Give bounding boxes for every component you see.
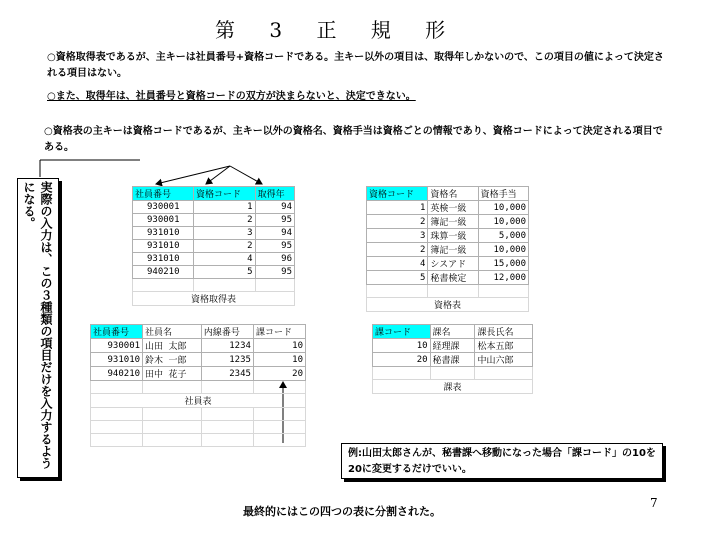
cell: 10	[253, 339, 305, 353]
cell: 5,000	[478, 229, 528, 243]
header-cell: 課コード	[373, 325, 431, 339]
cell: 秘書検定	[428, 271, 478, 285]
cell: 10,000	[478, 201, 528, 215]
cell: 英検一級	[428, 201, 478, 215]
table-caption: 資格取得表	[133, 292, 295, 306]
table-shikaku-shutoku	[132, 186, 295, 306]
table-row	[133, 240, 295, 253]
cell: 10,000	[478, 243, 528, 257]
cell: 20	[253, 367, 305, 381]
side-note-text: 実際の入力は、この３種類の項目だけを入力するようになる。	[22, 181, 53, 469]
header-cell: 取得年	[255, 187, 294, 201]
cell: 2345	[201, 367, 253, 381]
side-note-box	[17, 178, 59, 478]
header-cell: 課長氏名	[475, 325, 533, 339]
cell: 1	[367, 201, 428, 215]
cell: 簿記一級	[428, 215, 478, 229]
cell: 簿記一級	[428, 243, 478, 257]
table-row	[91, 339, 306, 353]
paragraph-shikaku-key: ○資格表の主キーは資格コードであるが、主キー以外の資格名、資格手当は資格ごとの情報であり、資格コードによって決定される項目である。	[44, 126, 663, 153]
cell: 鈴木 一郎	[143, 353, 202, 367]
example-note: 例:山田太郎さんが、秘書課へ移動になった場合「課コード」の10を20に変更するだけでいい。	[341, 443, 663, 479]
table-ka	[372, 324, 533, 394]
cell: 931010	[91, 353, 143, 367]
table-row	[373, 353, 533, 367]
cell: 930001	[133, 201, 194, 214]
table-row	[133, 201, 295, 214]
cell: 2	[193, 240, 255, 253]
cell: 931010	[133, 240, 194, 253]
table-row	[91, 367, 306, 381]
table-row	[367, 215, 529, 229]
cell: 5	[367, 271, 428, 285]
cell: 96	[255, 253, 294, 266]
cell: 田中 花子	[143, 367, 202, 381]
cell: 2	[193, 214, 255, 227]
header-cell: 内線番号	[201, 325, 253, 339]
table-row	[367, 257, 529, 271]
cell: 931010	[133, 253, 194, 266]
cell: シスアド	[428, 257, 478, 271]
header-cell: 資格名	[428, 187, 478, 201]
header-cell: 社員番号	[133, 187, 194, 201]
cell: 松本五郎	[475, 339, 533, 353]
header-cell: 社員名	[143, 325, 202, 339]
cell: 1	[193, 201, 255, 214]
cell: 20	[373, 353, 431, 367]
cell: 4	[193, 253, 255, 266]
cell: 95	[255, 266, 294, 279]
cell: 10	[253, 353, 305, 367]
cell: 930001	[133, 214, 194, 227]
cell: 95	[255, 240, 294, 253]
cell: 3	[193, 227, 255, 240]
table-shikaku	[366, 186, 529, 312]
table-row	[367, 243, 529, 257]
page-number: 7	[650, 496, 658, 510]
page-title: 第 3 正 規 形	[215, 18, 460, 42]
cell: 94	[255, 227, 294, 240]
paragraph-shutoku-key: ○資格取得表であるが、主キーは社員番号+資格コードである。主キー以外の項目は、取得年しかないので、この項目の値によって決定される項目はない。	[47, 52, 664, 79]
cell: 1234	[201, 339, 253, 353]
header-cell: 資格コード	[367, 187, 428, 201]
header-cell: 資格コード	[193, 187, 255, 201]
table-caption: 課表	[373, 380, 533, 394]
cell: 95	[255, 214, 294, 227]
cell: 10	[373, 339, 431, 353]
table-row	[133, 253, 295, 266]
cell: 秘書課	[430, 353, 475, 367]
cell: 4	[367, 257, 428, 271]
table-caption: 資格表	[367, 298, 529, 312]
table-row	[367, 271, 529, 285]
header-cell: 課コード	[253, 325, 305, 339]
cell: 930001	[91, 339, 143, 353]
cell: 経理課	[430, 339, 475, 353]
cell: 2	[367, 215, 428, 229]
header-cell: 課名	[430, 325, 475, 339]
cell: 940210	[91, 367, 143, 381]
cell: 10,000	[478, 215, 528, 229]
cell: 5	[193, 266, 255, 279]
cell: 1235	[201, 353, 253, 367]
header-cell: 資格手当	[478, 187, 528, 201]
cell: 3	[367, 229, 428, 243]
header-cell: 社員番号	[91, 325, 143, 339]
cell: 珠算一級	[428, 229, 478, 243]
paragraph-shutoku-year: ○また、取得年は、社員番号と資格コードの双方が決まらないと、決定できない。	[47, 91, 416, 102]
table-row	[367, 201, 529, 215]
table-row	[91, 353, 306, 367]
cell: 2	[367, 243, 428, 257]
arrow-to-shain-no	[156, 166, 230, 184]
cell: 山田 太郎	[143, 339, 202, 353]
table-row	[373, 339, 533, 353]
table-caption: 社員表	[91, 394, 306, 408]
cell: 940210	[133, 266, 194, 279]
table-row	[133, 266, 295, 279]
footer-text: 最終的にはこの四つの表に分割された。	[243, 505, 441, 518]
cell: 94	[255, 201, 294, 214]
cell: 15,000	[478, 257, 528, 271]
cell: 931010	[133, 227, 194, 240]
table-row	[133, 214, 295, 227]
cell: 中山六郎	[475, 353, 533, 367]
table-row	[133, 227, 295, 240]
cell: 12,000	[478, 271, 528, 285]
arrow-to-shutoku-nen	[230, 166, 262, 184]
table-shain	[90, 324, 306, 447]
table-row	[367, 229, 529, 243]
